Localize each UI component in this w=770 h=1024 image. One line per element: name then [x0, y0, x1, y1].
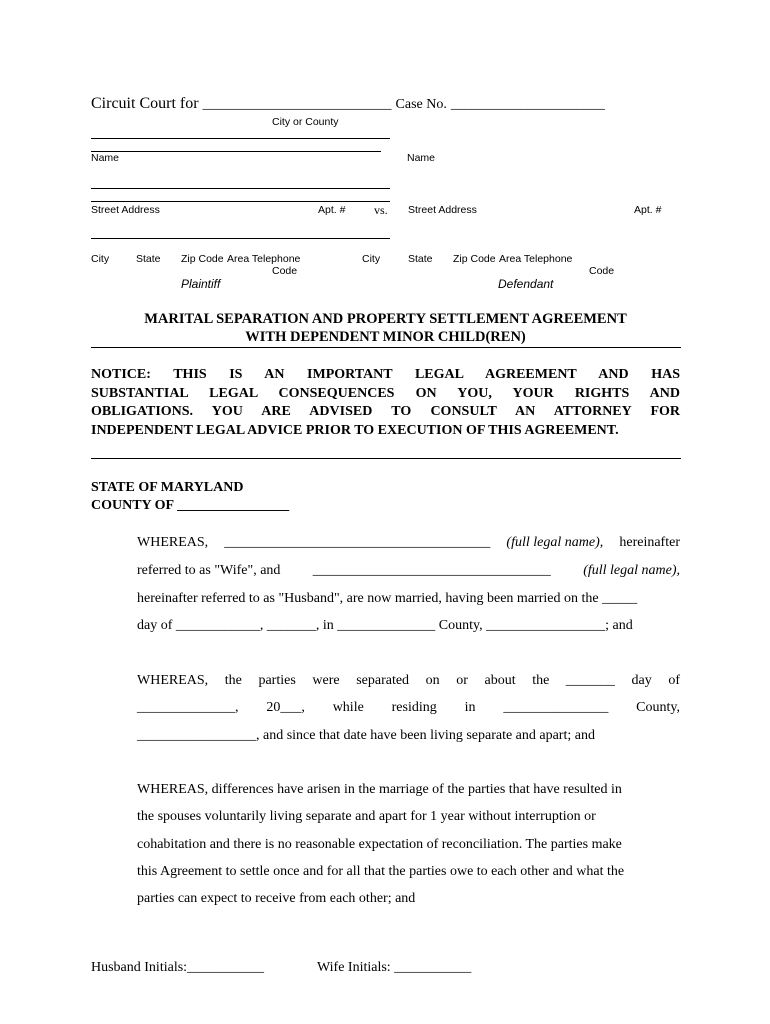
agreement-title-line-1: MARITAL SEPARATION AND PROPERTY SETTLEMENT AGREEMENT — [144, 311, 627, 327]
word: parties — [258, 673, 296, 688]
case-label: Case No. — [395, 97, 447, 112]
defendant-state-label: State — [408, 253, 433, 265]
court-blank[interactable]: ___________________________ — [202, 97, 392, 112]
court-line — [91, 95, 605, 113]
whereas-3-line-1: WHEREAS, differences have arisen in the marriage of the parties that have resulted in — [137, 782, 622, 797]
court-label: Circuit Court for — [91, 95, 199, 112]
notice-block — [91, 366, 680, 440]
plaintiff-address-line-1[interactable] — [91, 188, 390, 189]
plaintiff-city-line[interactable] — [91, 238, 390, 239]
word: County, — [636, 700, 680, 715]
plaintiff-label: Plaintiff — [181, 277, 221, 291]
versus-label: vs. — [374, 203, 388, 217]
husband-name-blank[interactable]: __________________________________ — [312, 563, 551, 578]
plaintiff-city-label: City — [91, 253, 110, 265]
wife-name-blank[interactable]: ______________________________________ — [224, 535, 491, 550]
plaintiff-code-label: Code — [272, 265, 298, 277]
word: the — [224, 673, 242, 688]
defendant-area-phone-label: Area Telephone — [499, 253, 573, 265]
city-or-county-label: City or County — [272, 116, 339, 128]
whereas-label: WHEREAS, — [137, 535, 209, 550]
wife-initials[interactable]: Wife Initials: ___________ — [317, 960, 472, 975]
plaintiff-zip-label: Zip Code — [181, 253, 224, 265]
word: in — [464, 700, 476, 715]
defendant-zip-label: Zip Code — [453, 253, 496, 265]
whereas-3-line-5: parties can expect to receive from each other; and — [137, 891, 416, 906]
blank-field[interactable]: ______________, — [137, 700, 239, 715]
word: about — [484, 673, 516, 688]
defendant-city-label: City — [362, 253, 381, 265]
whereas-1-line-4: day of ____________, _______, in ______________ County, _________________; and — [137, 618, 633, 633]
word: WHEREAS, — [137, 673, 209, 688]
case-number-blank[interactable]: ______________________ — [450, 97, 605, 112]
word: or — [456, 673, 468, 688]
word: the — [532, 673, 550, 688]
plaintiff-apt-label: Apt. # — [318, 204, 346, 216]
whereas-2-line-1 — [137, 673, 680, 689]
whereas-1-line-2 — [137, 563, 680, 579]
plaintiff-name-line-1[interactable] — [91, 138, 390, 139]
plaintiff-address-line-2[interactable] — [91, 201, 390, 202]
notice-divider — [91, 458, 681, 459]
title-divider — [91, 347, 681, 348]
blank-field[interactable]: _______ — [565, 673, 615, 688]
whereas-2-line-2 — [137, 700, 680, 716]
word: of — [668, 673, 680, 688]
plaintiff-name-label: Name — [91, 152, 120, 164]
blank-field[interactable]: _______________ — [503, 700, 609, 715]
plaintiff-state-label: State — [136, 253, 161, 265]
state-heading: STATE OF MARYLAND — [91, 480, 244, 495]
county-heading: COUNTY OF ________________ — [91, 498, 290, 513]
blank-field[interactable]: 20___, — [266, 700, 305, 715]
word: residing — [391, 700, 437, 715]
defendant-code-label: Code — [589, 265, 615, 277]
plaintiff-area-phone-label: Area Telephone — [227, 253, 301, 265]
word: on — [425, 673, 440, 688]
whereas-3-line-2: the spouses voluntarily living separate and apart for 1 year without interruption or — [137, 809, 596, 824]
word: were — [312, 673, 340, 688]
notice-line: SUBSTANTIAL LEGAL CONSEQUENCES ON YOU, YOUR RIGHTS AND — [91, 385, 680, 401]
notice-line: NOTICE: THIS IS AN IMPORTANT LEGAL AGREEMENT AND HAS — [91, 367, 680, 382]
notice-line: INDEPENDENT LEGAL ADVICE PRIOR TO EXECUTION OF THIS AGREEMENT. — [91, 422, 619, 438]
whereas-1-line-1 — [137, 535, 680, 551]
defendant-apt-label: Apt. # — [634, 204, 662, 216]
defendant-street-label: Street Address — [408, 204, 477, 216]
text: hereinafter — [619, 535, 680, 550]
word: while — [332, 700, 364, 715]
whereas-2-line-3: _________________, and since that date have been living separate and apart; and — [137, 728, 595, 743]
word: separated — [356, 673, 410, 688]
word: day — [631, 673, 652, 688]
full-legal-name-note: (full legal name), — [506, 535, 604, 550]
whereas-3-line-4: this Agreement to settle once and for all that the parties owe to each other and what the — [137, 864, 625, 879]
agreement-title-line-2: WITH DEPENDENT MINOR CHILD(REN) — [245, 329, 526, 345]
whereas-1-line-3: hereinafter referred to as "Husband", are now married, having been married on the _____ — [137, 591, 638, 606]
full-legal-name-note: (full legal name), — [583, 563, 680, 578]
defendant-label: Defendant — [498, 277, 554, 291]
plaintiff-name-line-2[interactable] — [91, 151, 381, 152]
whereas-3-line-3: cohabitation and there is no reasonable expectation of reconciliation. The parties make — [137, 837, 622, 852]
defendant-name-label: Name — [407, 152, 436, 164]
text: referred to as "Wife", and — [137, 563, 281, 578]
notice-line: OBLIGATIONS. YOU ARE ADVISED TO CONSULT AN ATTORNEY FOR — [91, 404, 680, 419]
plaintiff-street-label: Street Address — [91, 204, 160, 216]
husband-initials[interactable]: Husband Initials:___________ — [91, 960, 265, 975]
